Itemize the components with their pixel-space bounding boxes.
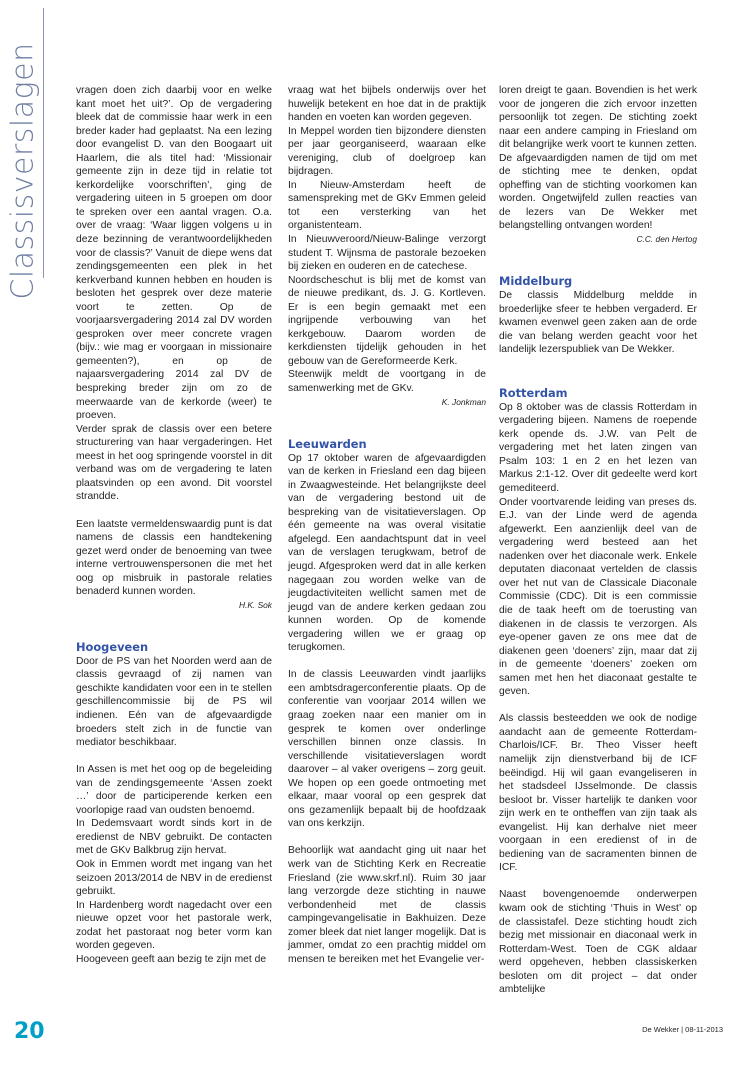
section-title-vertical (5, 42, 41, 300)
paragraph: loren dreigt te gaan. Bovendien is het werk voor de jongeren die zich ervoor inzetten persoonlijk tot zegen. De stichting zoekt naar een andere camping in Friesland om dit belangrijke werk voort te kunnen zetten. De afgevaardigden namen de tijd om met de stichting mee te denken, opdat opheffing van de stichting voorkomen kan worden. Ongetwijfeld zullen reacties van de lezers van De Wekker met belangstelling ontvangen worden! (499, 85, 697, 232)
paragraph: vragen doen zich daarbij voor en welke kant moet het uit?’. Op de vergadering bleek dat de commissie haar werk in een breder kader had geplaatst. Na een lezing door evangelist D. van den Boogaart uit Haarlem, die als titel had: ‘Missionair gemeente zijn in deze tijd in relatie tot kerkordelijke voorschriften’, ging de vergadering uiteen in 5 groepen om door te spreken over een aantal vragen. O.a. over de vraag: ‘Waar liggen volgens u in deze bezinning de verantwoordelijkheden voor de classis?’ Vanuit de diepe wens dat zendingsgemeenten een plek in het kerkverband kunnen hebben en houden is besloten het gesprek over deze materie voort te zetten. Op de voorjaarsvergadering 2014 zal DV worden gesproken over meer concrete vragen (bijv.: wie mag er voorgaan in missionaire gemeenten?), en op de najaarsvergadering 2014 zal DV de bespreking breder zijn om zo de meerwaarde van de kerkorde (weer) te proeven. (76, 85, 272, 422)
paragraph: Hoogeveen geeft aan bezig te zijn met de (76, 953, 267, 965)
section-heading-middelburg: Middelburg (499, 274, 573, 289)
paragraph: Onder voortvarende leiding van preses ds. E.J. van der Linde werd de agenda afgewerkt. Een aanzienlijk deel van de vergadering werd besteed aan het nadenken over het diaconale werk. Enkele deputaten diaconaat vertelden de classis over het nut van de Classicale Diaconale Commissie (CDC). Dit is een commissie die de taak heeft om de toerusting van diakenen in de classis te verzorgen. Als eye-opener gaven ze ons mee dat de diakenen geen ‘doeners’ zijn, maar dat zij in de gemeente ‘doeners’ zoeken om samen met hen het diaconaat gestalte te geven. (499, 496, 697, 698)
paragraph: In Assen is met het oog op de begeleiding van de zendingsgemeente ‘Assen zoekt …’ door de participerende kerken een voorlopige raad van oudsten benoemd. (76, 764, 272, 816)
paragraph: vraag wat het bijbels onderwijs over het huwelijk betekent en hoe dat in de praktijk handen en voeten kan worden gegeven. (288, 85, 486, 124)
paragraph: Verder sprak de classis over een betere structurering van haar vergaderingen. Het meest in het oog springende voorstel in dit verband was om de vergadering te laten plaatsvinden op een avond. Dit voorstel strandde. (76, 423, 272, 503)
paragraph: Op 8 oktober was de classis Rotterdam in vergadering bijeen. Namens de roepende kerk opende ds. J.W. van Pelt de vergadering met het laten zingen van Psalm 103: 1 en 2 en het lezen van Markus 2:1-12. Over dit gedeelte werd kort gemediteerd. (499, 401, 697, 495)
section-heading-rotterdam: Rotterdam (499, 385, 568, 400)
column-2 (288, 84, 486, 966)
column-1 (76, 84, 272, 966)
column-3 (499, 84, 697, 997)
paragraph: In de classis Leeuwarden vindt jaarlijks een ambtsdragerconferentie plaats. Op de conferentie van voorjaar 2014 willen we graag zoeken naar een manier om in gesprek te komen over onderlinge verschillen binnen onze classis. In verschillende visitatieverslagen wordt daarover – al vaker overigens – zorg geuit. We hopen op een goede ontmoeting met elkaar, maar vooral op een gesprek dat ons gezamenlijk bepaalt bij de hoofdzaak van ons kerkzijn. (288, 669, 486, 830)
paragraph: Een laatste vermeldenswaardig punt is dat namens de classis een handtekening gezet werd onder de benoeming van twee interne vertrouwenspersonen die met het oog op misbruik in pastorale relaties benaderd kunnen worden. (76, 518, 272, 598)
paragraph: In Dedemsvaart wordt sinds kort in de eredienst de NBV gebruikt. De contacten met de GKv Balkbrug zijn hervat. (76, 818, 272, 857)
author-signature: C.C. den Hertog (636, 234, 697, 245)
paragraph: Ook in Emmen wordt met ingang van het seizoen 2013/2014 de NBV in de eredienst gebruikt. (76, 858, 272, 898)
page-number: 20 (14, 1019, 45, 1044)
paragraph: In Nieuw-Amsterdam heeft de samenspreking met de GKv Emmen geleid tot een versterking van het organistenteam. (288, 179, 486, 232)
paragraph: Behoorlijk wat aandacht ging uit naar het werk van de Stichting Kerk en Recreatie Friesland (zie www.skrf.nl). Ruim 30 jaar lang verzorgde deze stichting in nauwe verbondenheid met de classis campingevangelisatie in Bakhuizen. Deze zomer bleek dat niet langer mogelijk. Dat is jammer, omdat zo een prachtig middel om mensen te bereiken met het Evangelie ver- (288, 845, 486, 965)
paragraph: Steenwijk meldt de voortgang in de samenwerking met de GKv. (288, 369, 486, 395)
paragraph: In Nieuwveroord/Nieuw-Balinge verzorgt student T. Wijnsma de pastorale bezoeken bij zieken en ouderen en de catechese. (288, 234, 486, 273)
author-signature: K. Jonkman (441, 396, 486, 407)
paragraph: Noordscheschut is blij met de komst van de nieuwe predikant, ds. J. G. Kortleven. Er is een begin gemaakt met een ingrijpende verbouwing van het kerkgebouw. Daarom worden de kerkdiensten tijdelijk gehouden in het gebouw van de Gereformeerde Kerk. (288, 274, 486, 367)
paragraph: Door de PS van het Noorden werd aan de classis gevraagd of zij namen van geschikte kandidaten voor een in te stellen geschillencommissie bij de PS wil indienen. Eén van de afgevaardigde broeders stelt zich in de functie van mediator beschikbaar. (76, 655, 272, 749)
author-signature: H.K. Sok (238, 599, 272, 610)
side-rule (43, 8, 44, 278)
paragraph: Op 17 oktober waren de afgevaardigden van de kerken in Friesland een dag bijeen in Zwaagwesteinde. Het belangrijkste deel van de vergadering bestond uit de bespreking van de visitatieverslagen. Op één gemeente na was overal visitatie afgelegd. Een aandachtspunt dat in veel van de verslagen terugkwam, betrof de jeugd. Afgesproken werd dat in alle kerken nagegaan zou worden welke van de jeugdactiviteiten wellicht samen met de jeugd van de andere kerken gedaan zou kunnen worden. Op de komende vergadering willen we er graag op terugkomen. (288, 452, 486, 654)
paragraph: Als classis besteedden we ook de nodige aandacht aan de gemeente Rotterdam-Charlois/ICF. Br. Theo Visser heeft namelijk zijn dienstverband bij de ICF beëindigd. Hij wil gaan evangeliseren in het stadsdeel IJsselmonde. De classis besloot br. Visser hartelijk te danken voor zijn werk en te ontheffen van zijn taak als evangelist. Hij kan derhalve niet meer voorgaan in een eredienst of in de bediening van de sacramenten binnen de ICF. (499, 713, 697, 874)
footer-publication: De Wekker | 08-11-2013 (642, 1025, 723, 1034)
paragraph: Naast bovengenoemde onderwerpen kwam ook de stichting ‘Thuis in West’ op de classistafel. Deze stichting houdt zich bezig met missionair en diaconaal werk in Rotterdam-West. Toen de CGK aldaar werd opgeheven, hebben classiskerken besloten om dit project – dat onder ambtelijke (499, 889, 697, 996)
section-heading-leeuwarden: Leeuwarden (288, 436, 367, 451)
section-heading-hoogeveen: Hoogeveen (76, 639, 149, 654)
paragraph: In Hardenberg wordt nagedacht over een nieuwe opzet voor het pastorale werk, zodat het pastoraat nog beter vorm kan worden gegeven. (76, 899, 272, 952)
paragraph: In Meppel worden tien bijzondere diensten per jaar georganiseerd, waaraan elke vereniging, club of doelgroep kan bijdragen. (288, 125, 486, 178)
paragraph: De classis Middelburg meldde in broederlijke sfeer te hebben vergaderd. Er kwamen evenwel geen zaken aan de orde die van belang werden geacht voor het landelijk lezerspubliek van De Wekker. (499, 290, 697, 356)
section-title-text: Classisverslagen (5, 42, 41, 300)
